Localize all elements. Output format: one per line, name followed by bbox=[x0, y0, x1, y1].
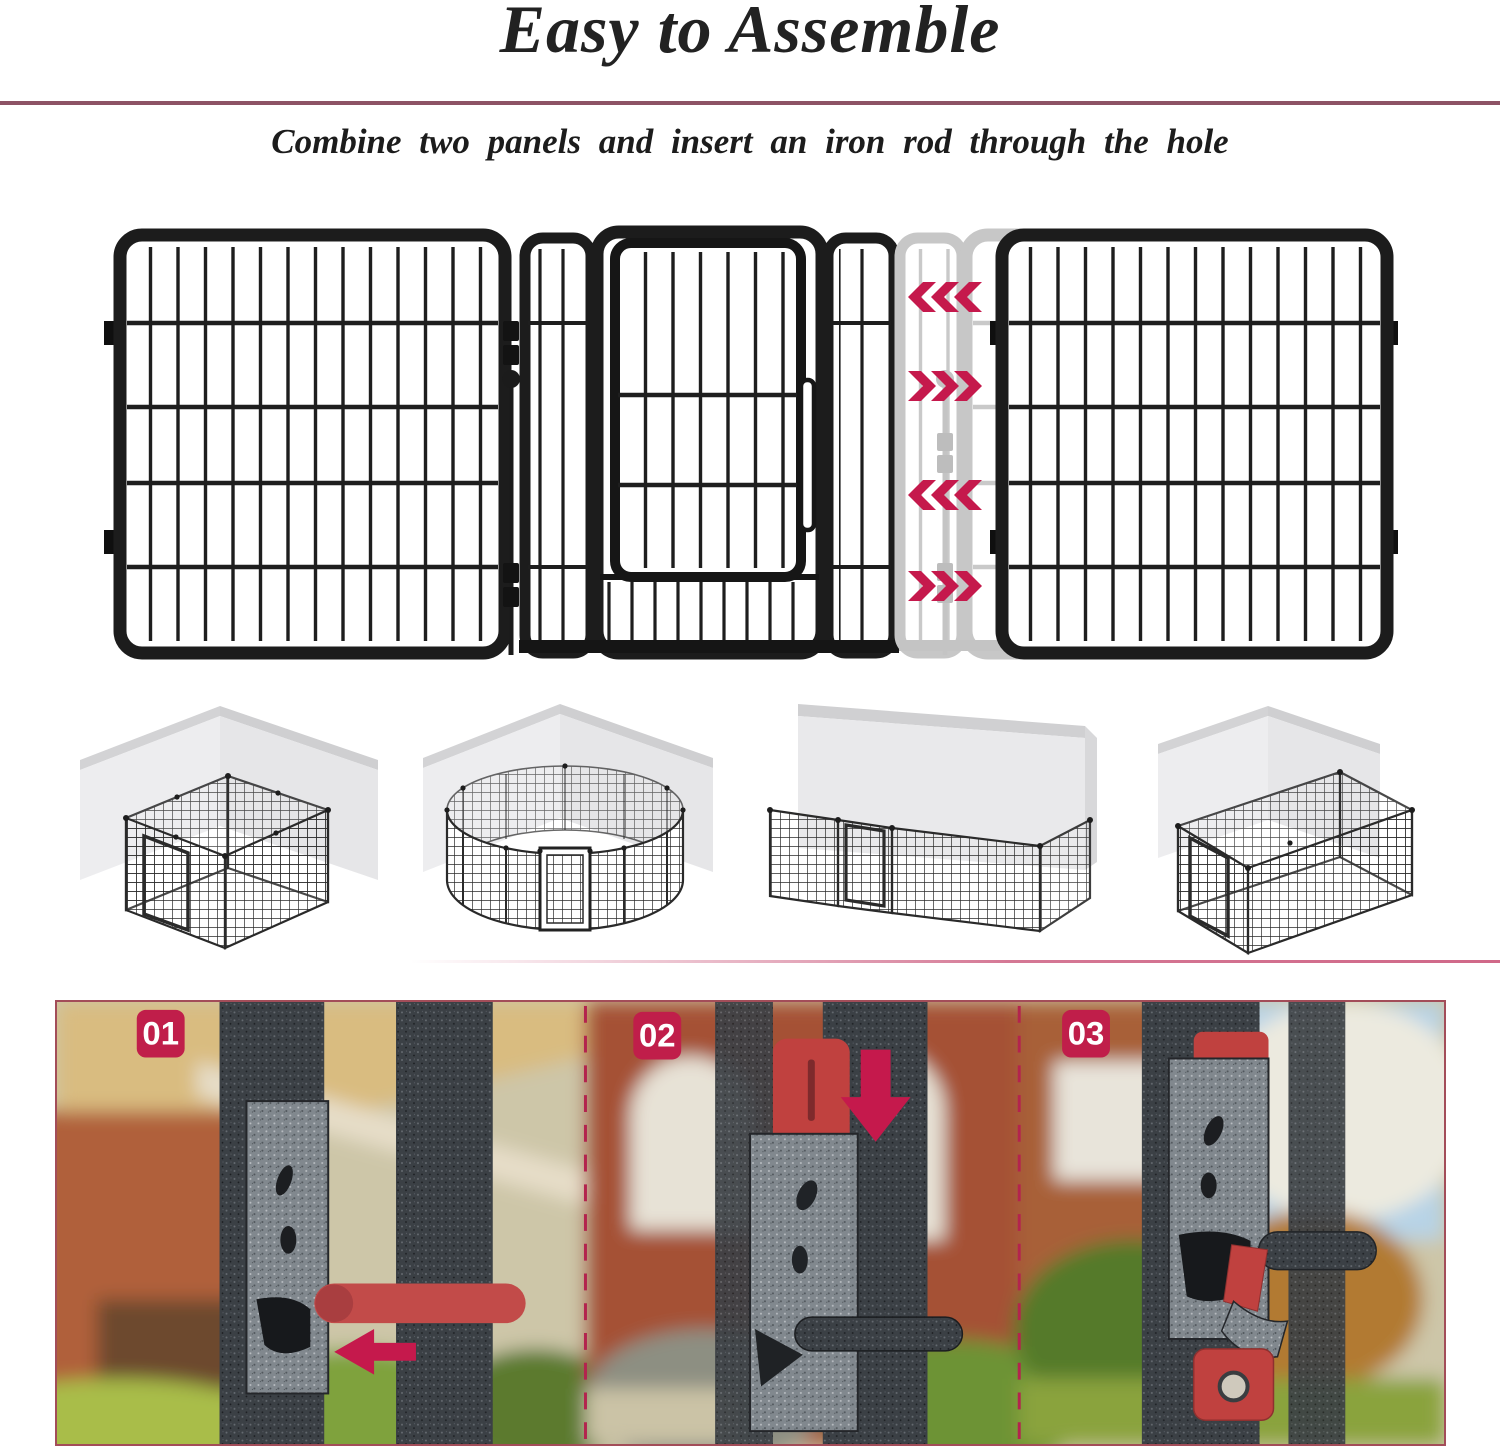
section-divider-gradient bbox=[410, 960, 1500, 963]
config-corner-square-pen bbox=[60, 698, 390, 958]
fence-post bbox=[1288, 1002, 1345, 1444]
subtitle: Combine two panels and insert an iron rod through the hole bbox=[271, 122, 1229, 161]
svg-text:02: 02 bbox=[638, 1016, 676, 1054]
config-wall-line-fence bbox=[740, 698, 1125, 958]
right-fence-panel bbox=[990, 235, 1398, 653]
page-title: Easy to Assemble bbox=[499, 0, 1001, 67]
bracket-hook-notch bbox=[256, 1297, 310, 1353]
gate-latch-slide bbox=[801, 380, 814, 530]
fence-post bbox=[396, 1002, 493, 1444]
step-badge bbox=[137, 1010, 185, 1058]
layout-configurations bbox=[0, 698, 1500, 958]
left-fence-panel bbox=[104, 235, 505, 653]
middle-bottom-rail bbox=[519, 640, 899, 653]
config-l-shaped-pen bbox=[1140, 698, 1440, 958]
step-badge bbox=[1062, 1010, 1110, 1058]
tab-hole bbox=[1220, 1373, 1248, 1401]
svg-text:03: 03 bbox=[1067, 1014, 1105, 1052]
title-divider-line bbox=[0, 101, 1500, 105]
dark-rod-end bbox=[795, 1317, 963, 1351]
svg-text:01: 01 bbox=[142, 1014, 179, 1052]
lock-bracket bbox=[750, 1134, 858, 1431]
narrow-panel-right bbox=[828, 238, 894, 653]
panel-assembly-diagram bbox=[0, 185, 1500, 685]
door-panel bbox=[597, 232, 822, 653]
narrow-panel-left bbox=[525, 238, 591, 653]
config-octagon-ring-pen bbox=[405, 698, 725, 958]
installation-steps-photo bbox=[55, 1000, 1446, 1446]
dark-rod-end bbox=[1259, 1232, 1377, 1270]
wire-pen-ring bbox=[447, 766, 683, 930]
step-badge bbox=[633, 1012, 681, 1060]
